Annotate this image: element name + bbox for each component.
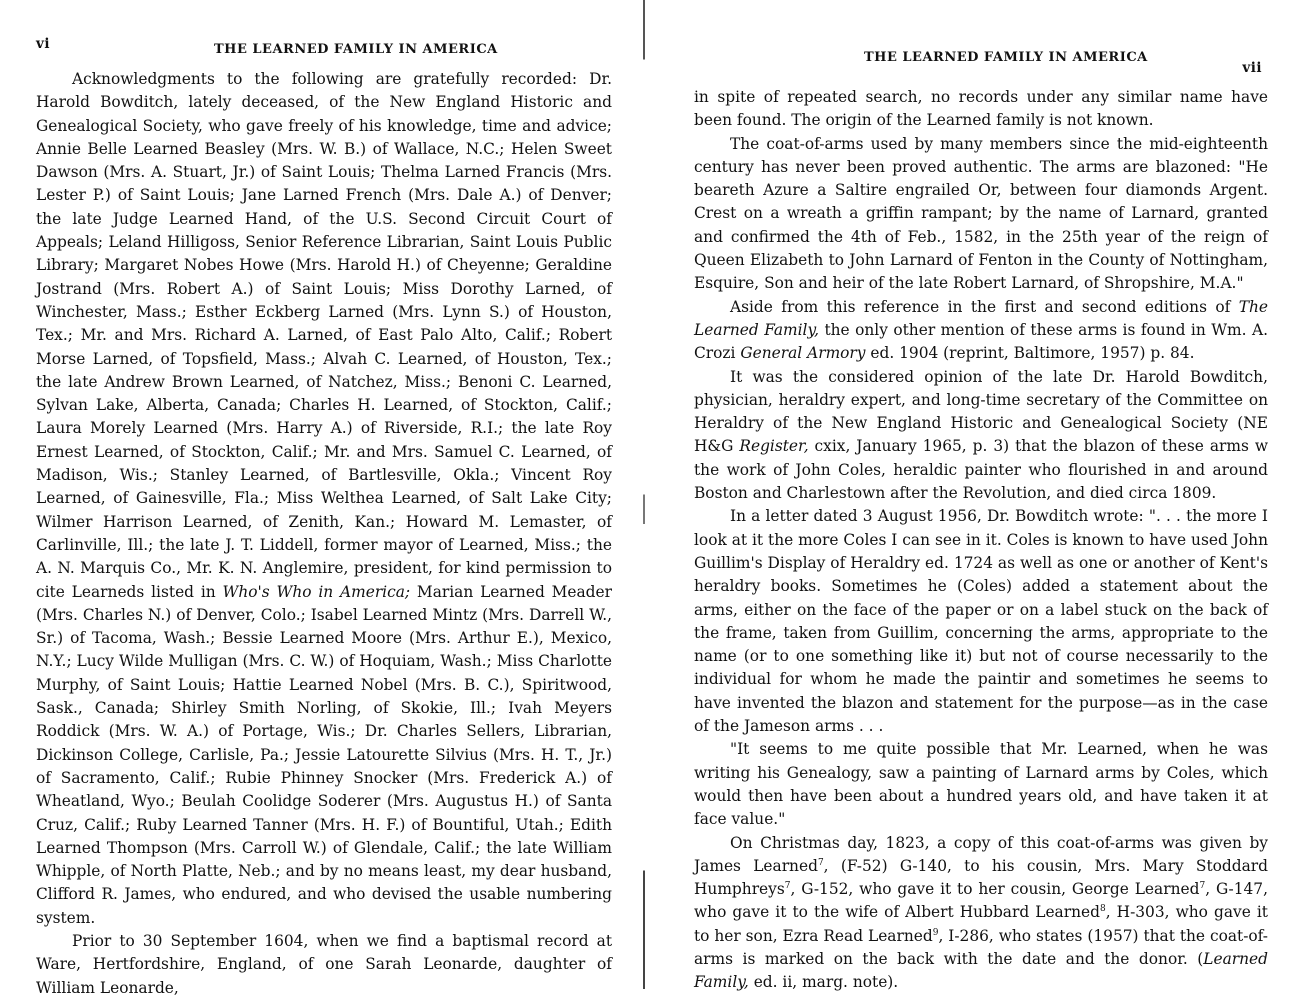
christmas-copy-paragraph: On Christmas day, 1823, a copy of this coat-of-arms was given by James Learned$^7$, (F-52) G-140, to his cousin, Mrs. Mary Stoddard Humphreys$^7$, G-152, who gave it to her cousin, George Learned$^7$, G-147, who gave it to the wife of Albert Hubbard Learned$^8$, H-303, who gave it to her son, Ezra Read Learned$^9$, I-286, who states (1957) that the coat-of-arms is marked on the back with the date and the donor. (Learned Family, ed. ii, marg. note).: [694, 833, 1269, 992]
right-running-head: [694, 50, 1268, 76]
armory-reference-paragraph: Aside from this reference in the first and second editions of The Learned Family, the only other mention of these arms is found in Wm. A. Crozi General Armory ed. 1904 (reprint, Baltimore, 1957) p. 84.: [694, 297, 1268, 363]
letter-quote-paragraph: In a letter dated 3 August 1956, Dr. Bowditch wrote: ". . . the more I look at it the more Coles I can see in it. Coles is known to have used John Guillim's Display of Heraldry ed. 1724 as well as one or another of Kent's heraldry books. Sometimes he (Coles) added a statement about the arms, either on the face of the paper or on a label stuck on the back of the frame, taken from Guillim, concerning the arms, appropriate to the name (or to one something like it) but not of course necessarily to the individual for whom he made the paintir and sometimes he seems to have invented the blazon and statement for the purpose—as in the case of the Jameson arms . . .: [694, 507, 1268, 736]
letter-quote-continued-paragraph: "It seems to me quite possible that Mr. Learned, when he was writing his Genealogy, saw a painting of Larnard arms by Coles, which would then have been about a hundred years old, and have taken it at face value.": [694, 740, 1268, 829]
right-page: [652, 0, 1292, 992]
origin-paragraph: Prior to 30 September 1604, when we find a baptismal record at Ware, Hertfordshire, England, of one Sarah Leonarde, daughter of William Leonarde,: [36, 931, 612, 997]
bowditch-opinion-paragraph: It was the considered opinion of the late Dr. Harold Bowditch, physician, heraldry expert, and long-time secretary of the Committee on Heraldry of the New England Historic and Genealogical Society (NE H&G Register, cxix, January 1965, p. 3) that the blazon of these arms w the work of John Coles, heraldic painter who flourished in and around Boston and Charlestown after the Revolution, and died circa 1809.: [694, 367, 1269, 503]
left-page-text: [36, 68, 612, 1000]
right-page-text: [694, 86, 1268, 995]
left-page: [0, 0, 640, 997]
origin-continued-paragraph: in spite of repeated search, no records under any similar name have been found. The origin of the Learned family is not known.: [694, 88, 1268, 130]
left-running-title: THE LEARNED FAMILY IN AMERICA: [214, 42, 498, 57]
left-page-number: vi: [36, 36, 50, 52]
acknowledgments-paragraph: Acknowledgments to the following are gratefully recorded: Dr. Harold Bowditch, lately deceased, of the New England Historic and Genealogical Society, who gave freely of his knowledge, time and advice; Annie Belle Learned Beasley (Mrs. W. B.) of Wallace, N.C.; Helen Sweet Dawson (Mrs. A. Stuart, Jr.) of Saint Louis; Thelma Larned Francis (Mrs. Lester P.) of Saint Louis; Jane Larned French (Mrs. Dale A.) of Denver; the late Judge Learned Hand, of the U.S. Second Circuit Court of Appeals; Leland Hilligoss, Senior Reference Librarian, Saint Louis Public Library; Margaret Nobes Howe (Mrs. Harold H.) of Cheyenne; Geraldine Jostrand (Mrs. Robert A.) of Saint Louis; Miss Dorothy Larned, of Winchester, Mass.; Esther Eckberg Larned (Mrs. Lynn S.) of Houston, Tex.; Mr. and Mrs. Richard A. Larned, of East Palo Alto, Calif.; Robert Morse Larned, of Topsfield, Mass.; Alvah C. Learned, of Houston, Tex.; the late Andrew Brown Learned, of Natchez, Miss.; Benoni C. Learned, Sylvan Lake, Alberta, Canada; Charles H. Learned, of Stockton, Calif.; Laura Morely Learned (Mrs. Harry A.) of Riverside, R.I.; the late Roy Ernest Learned, of Stockton, Calif.; Mr. and Mrs. Samuel C. Learned, of Madison, Wis.; Stanley Learned, of Bartlesville, Okla.; Vincent Roy Learned, of Gainesville, Fla.; Miss Welthea Learned, of Salt Lake City; Wilmer Harrison Learned, of Zenith, Kan.; Howard M. Lemaster, of Carlinville, Ill.; the late J. T. Liddell, former mayor of Learned, Miss.; the A. N. Marquis Co., Mr. K. N. Anglemire, president, for kind permission to cite Learneds listed in Who's Who in America; Marian Learned Meader (Mrs. Charles N.) of Denver, Colo.; Isabel Learned Mintz (Mrs. Darrell W., Sr.) of Tacoma, Wash.; Bessie Learned Moore (Mrs. Arthur E.), Mexico, N.Y.; Lucy Wilde Mulligan (Mrs. C. W.) of Hoquiam, Wash.; Miss Charlotte Murphy, of Saint Louis; Hattie Learned Nobel (Mrs. B. C.), Spiritwood, Sask., Canada; Shirley Smith Norling, of Skokie, Ill.; Ivah Meyers Roddick (Mrs. W. A.) of Portage, Wis.; Dr. Charles Sellers, Librarian, Dickinson College, Carlisle, Pa.; Jessie Latourette Silvius (Mrs. H. T., Jr.) of Sacramento, Calif.; Rubie Phinney Snocker (Mrs. Frederick A.) of Wheatland, Wyo.; Beulah Coolidge Soderer (Mrs. Augustus H.) of Santa Cruz, Calif.; Ruby Learned Tanner (Mrs. H. F.) of Bountiful, Utah.; Edith Learned Thompson (Mrs. Carroll W.) of Glendale, Calif.; the late William Whipple, of North Platte, Neb.; and by no means least, my dear husband, Clifford R. James, who endured, and who devised the usable numbering system.: [36, 70, 612, 927]
book-gutter: [643, 0, 645, 989]
right-page-number: vii: [1242, 60, 1262, 76]
right-running-title: THE LEARNED FAMILY IN AMERICA: [864, 50, 1148, 65]
whos-who-title: Who's Who in America;: [222, 582, 411, 601]
coat-of-arms-paragraph: The coat-of-arms used by many members since the mid-eighteenth century has never been proved authentic. The arms are blazoned: "He beareth Azure a Saltire engrailed Or, between four diamonds Argent. Crest on a wreath a griffin rampant; by the name of Larnard, granted and confirmed the 4th of Feb., 1582, in the 25th year of the reign of Queen Elizabeth to John Larnard of Fenton in the County of Nottingham, Esquire, Son and heir of the late Robert Larnard, of Shropshire, M.A.": [694, 134, 1268, 293]
left-running-head: [36, 36, 612, 62]
